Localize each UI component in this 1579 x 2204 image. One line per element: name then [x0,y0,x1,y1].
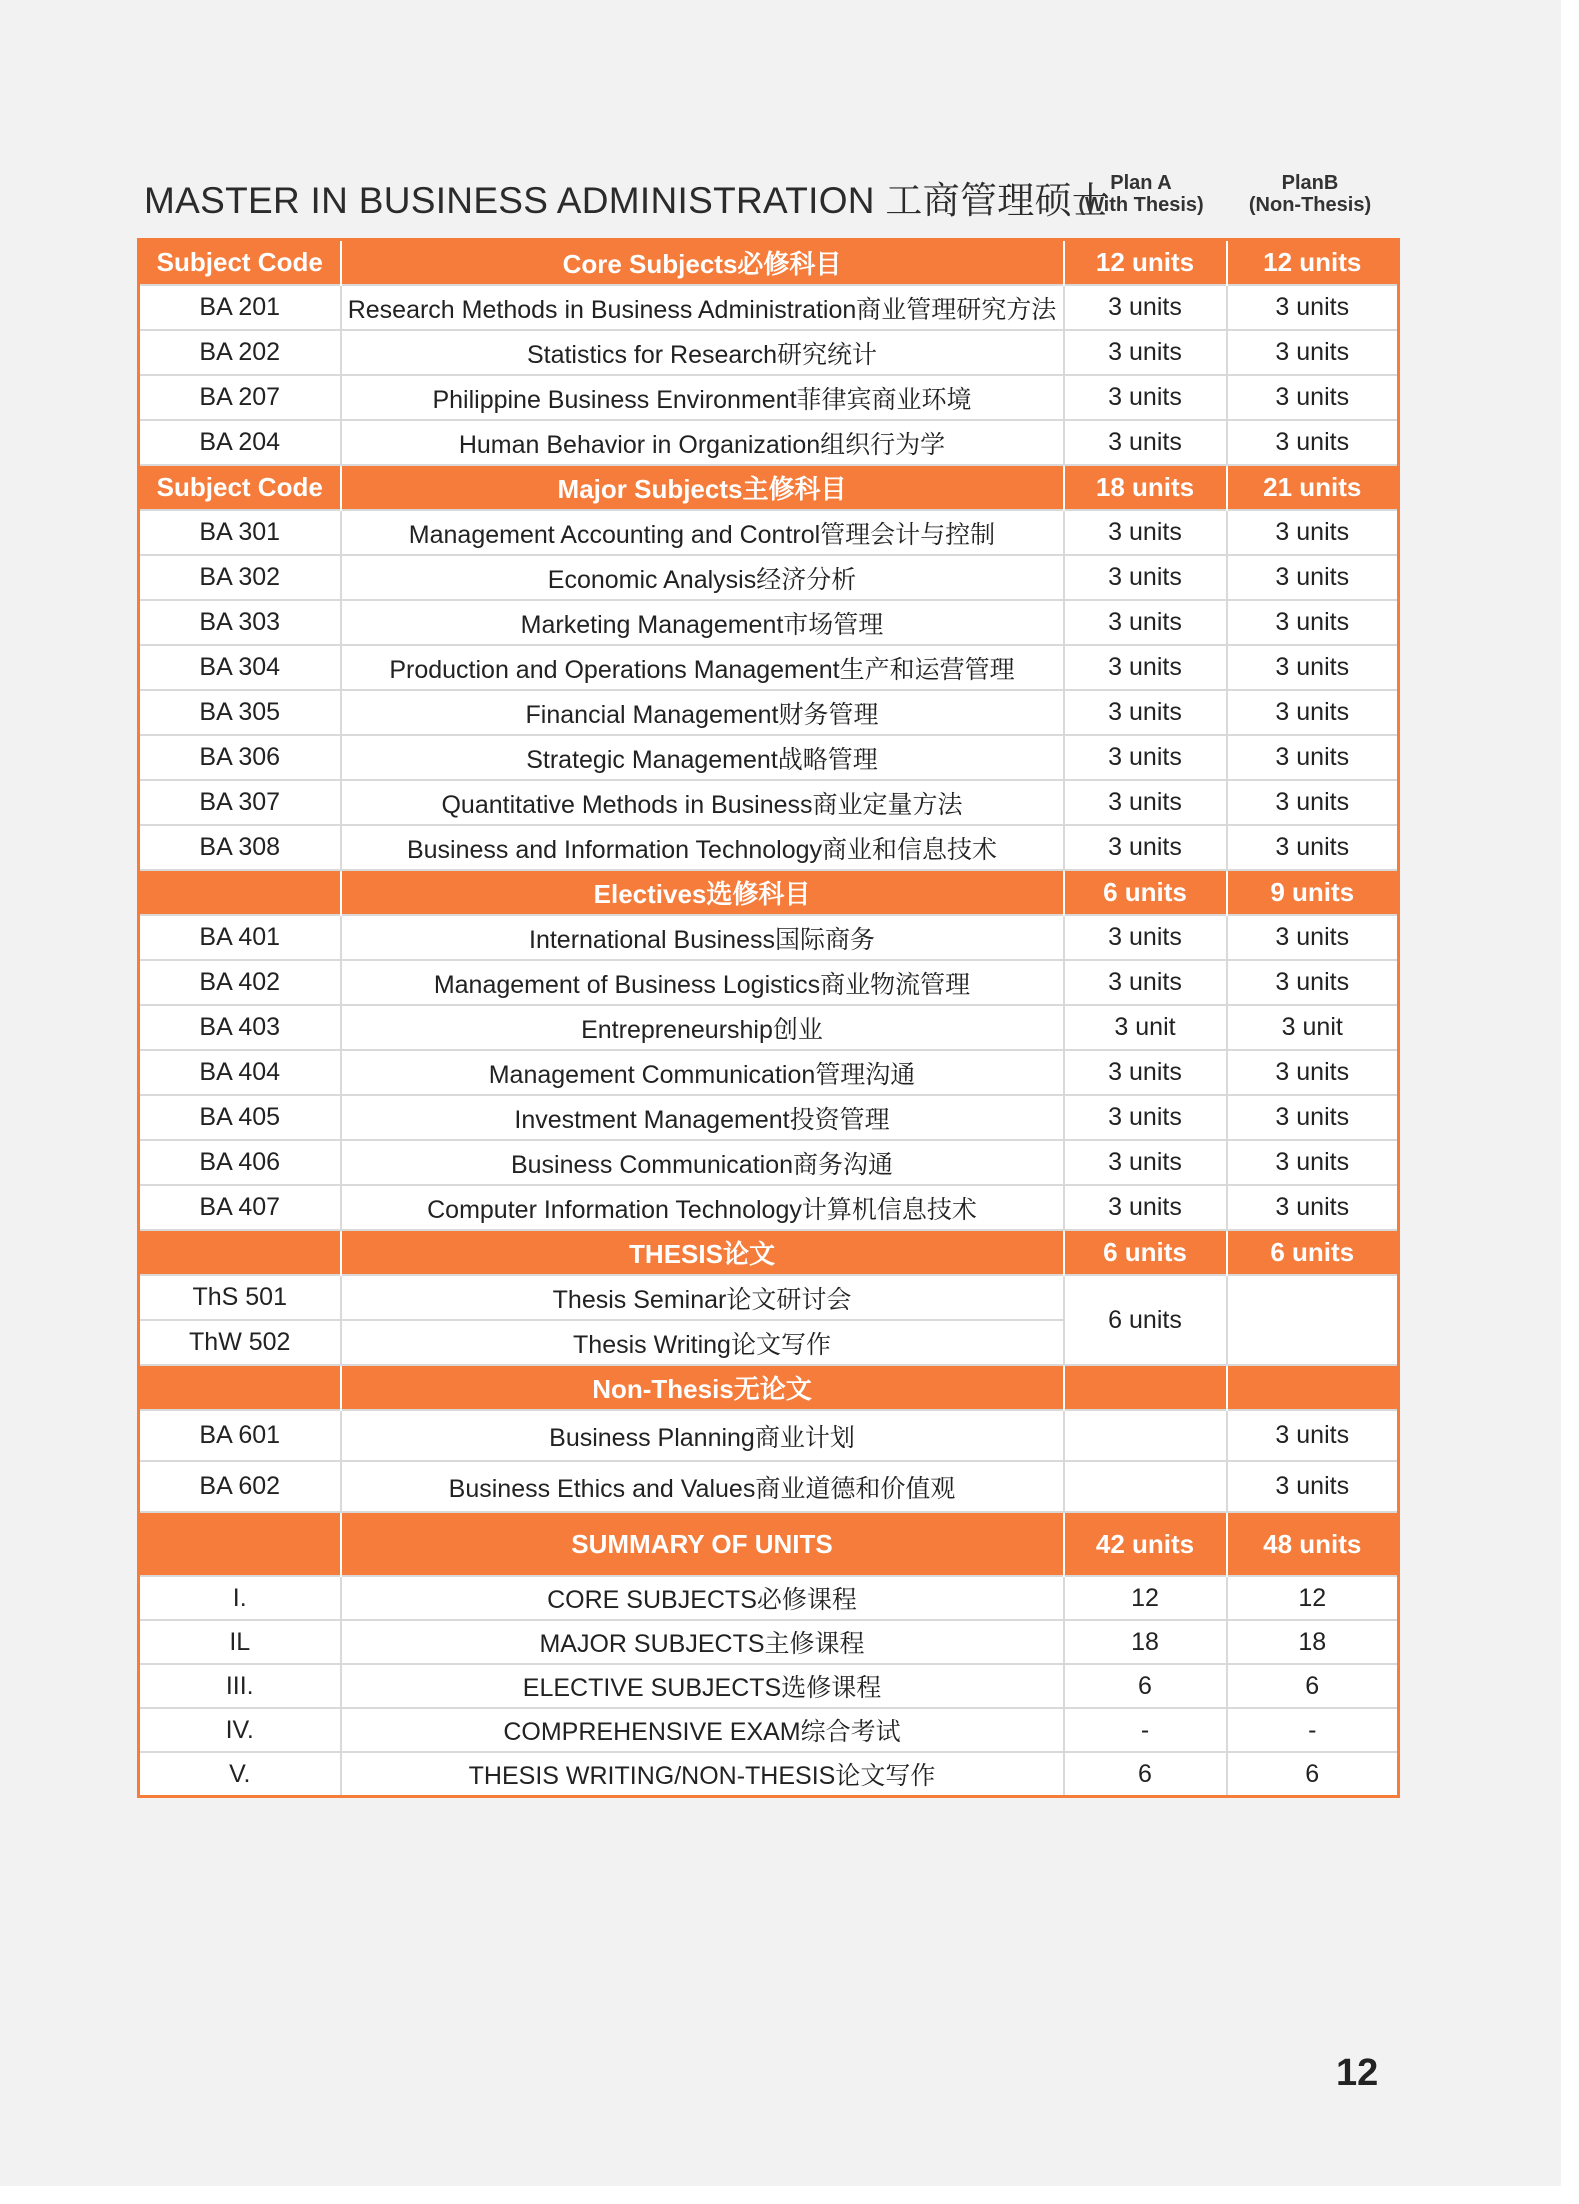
subject-code: BA 307 [139,780,341,825]
plan-a-units: 3 unit [1064,1005,1227,1050]
table-row [139,1140,1399,1185]
subject-title: Research Methods in Business Administration商业管理研究方法 [341,285,1064,330]
summary-index: V. [139,1752,341,1797]
subject-code: BA 207 [139,375,341,420]
plan-a-total: 6 [1064,1752,1227,1797]
plan-b-units: 3 unit [1227,1005,1399,1050]
plan-b-units: 3 units [1227,690,1399,735]
plan-a-header [1056,172,1226,216]
plan-a-units: 3 units [1064,375,1227,420]
table-row [139,600,1399,645]
table-row [139,735,1399,780]
plan-b-units: 3 units [1227,510,1399,555]
summary-row [139,1708,1399,1752]
plan-b-units [1227,1275,1399,1365]
subject-title: Statistics for Research研究统计 [341,330,1064,375]
table-row [139,780,1399,825]
subject-code: BA 301 [139,510,341,555]
electives-section-header [139,870,1399,915]
subject-code: BA 401 [139,915,341,960]
summary-row [139,1620,1399,1664]
table-row [139,1185,1399,1230]
plan-b-units: 3 units [1227,1185,1399,1230]
plan-b-total: 18 [1227,1620,1399,1664]
header-plan-a-units: 6 units [1064,870,1227,915]
table-row [139,330,1399,375]
plan-b-total: 12 [1227,1576,1399,1620]
plan-b-units: 3 units [1227,735,1399,780]
plan-b-header [1225,172,1395,216]
header-subject: Core Subjects必修科目 [341,240,1064,286]
subject-title: Philippine Business Environment菲律宾商业环境 [341,375,1064,420]
curriculum-table [137,238,1400,1798]
plan-a-sublabel: (With Thesis) [1078,194,1204,216]
subject-title: Management of Business Logistics商业物流管理 [341,960,1064,1005]
subject-title: Business Planning商业计划 [341,1410,1064,1461]
plan-a-units: 3 units [1064,1185,1227,1230]
header-subject: THESIS论文 [341,1230,1064,1275]
subject-title: Management Communication管理沟通 [341,1050,1064,1095]
plan-a-units: 3 units [1064,780,1227,825]
plan-b-units: 3 units [1227,375,1399,420]
plan-a-units: 3 units [1064,510,1227,555]
subject-title: Quantitative Methods in Business商业定量方法 [341,780,1064,825]
header-code: Subject Code [139,240,341,286]
subject-code: BA 201 [139,285,341,330]
subject-title: International Business国际商务 [341,915,1064,960]
plan-b-label: PlanB [1281,172,1339,194]
plan-b-units: 3 units [1227,1050,1399,1095]
subject-code: BA 204 [139,420,341,465]
subject-code: BA 404 [139,1050,341,1095]
plan-b-units: 3 units [1227,600,1399,645]
plan-a-total: 6 [1064,1664,1227,1708]
plan-a-units: 3 units [1064,735,1227,780]
table-row [139,915,1399,960]
summary-index: I. [139,1576,341,1620]
plan-a-total: 18 [1064,1620,1227,1664]
subject-title: Financial Management财务管理 [341,690,1064,735]
plan-b-units: 3 units [1227,915,1399,960]
plan-b-units: 3 units [1227,1140,1399,1185]
plan-a-units: 3 units [1064,1140,1227,1185]
plan-b-units: 3 units [1227,645,1399,690]
table-row [139,690,1399,735]
subject-code: BA 403 [139,1005,341,1050]
subject-title: Computer Information Technology计算机信息技术 [341,1185,1064,1230]
subject-title: Economic Analysis经济分析 [341,555,1064,600]
subject-code: BA 405 [139,1095,341,1140]
non-thesis-section-header [139,1365,1399,1410]
subject-title: Human Behavior in Organization组织行为学 [341,420,1064,465]
subject-code: BA 407 [139,1185,341,1230]
table-row [139,420,1399,465]
subject-code: BA 303 [139,600,341,645]
table-row [139,1050,1399,1095]
subject-title: Strategic Management战略管理 [341,735,1064,780]
header-subject: Electives选修科目 [341,870,1064,915]
plan-b-units: 3 units [1227,1410,1399,1461]
summary-label: ELECTIVE SUBJECTS选修课程 [341,1664,1064,1708]
plan-b-units: 3 units [1227,825,1399,870]
subject-title: Investment Management投资管理 [341,1095,1064,1140]
plan-a-units: 3 units [1064,1095,1227,1140]
plan-a-units [1064,1461,1227,1512]
header-plan-b-units [1227,1365,1399,1410]
plan-a-total: 12 [1064,1576,1227,1620]
subject-code: BA 305 [139,690,341,735]
header-plan-b-units: 48 units [1227,1512,1399,1576]
plan-a-units: 3 units [1064,330,1227,375]
plan-a-units [1064,1410,1227,1461]
table-row [139,1275,1399,1320]
plan-a-units: 3 units [1064,690,1227,735]
plan-b-total: 6 [1227,1664,1399,1708]
subject-code: BA 306 [139,735,341,780]
plan-a-units: 3 units [1064,960,1227,1005]
summary-index: IV. [139,1708,341,1752]
table-row [139,375,1399,420]
header-code [139,1365,341,1410]
table-row [139,1005,1399,1050]
plan-a-units: 3 units [1064,285,1227,330]
subject-title: Business Ethics and Values商业道德和价值观 [341,1461,1064,1512]
table-row [139,645,1399,690]
plan-b-units: 3 units [1227,285,1399,330]
plan-a-units: 3 units [1064,645,1227,690]
subject-title: Marketing Management市场管理 [341,600,1064,645]
subject-code: BA 602 [139,1461,341,1512]
header-code: Subject Code [139,465,341,510]
summary-section-header [139,1512,1399,1576]
summary-label: CORE SUBJECTS必修课程 [341,1576,1064,1620]
subject-code: ThS 501 [139,1275,341,1320]
plan-a-units: 3 units [1064,420,1227,465]
header-subject: Non-Thesis无论文 [341,1365,1064,1410]
plan-b-total: 6 [1227,1752,1399,1797]
page-title: MASTER IN BUSINESS ADMINISTRATION 工商管理硕士 [144,180,1110,221]
plan-a-label: Plan A [1110,172,1172,194]
header-plan-b-units: 21 units [1227,465,1399,510]
header-plan-a-units [1064,1365,1227,1410]
subject-title: Thesis Seminar论文研讨会 [341,1275,1064,1320]
summary-label: COMPREHENSIVE EXAM综合考试 [341,1708,1064,1752]
plan-a-units: 6 units [1064,1275,1227,1365]
core-section-header [139,240,1399,286]
summary-row [139,1752,1399,1797]
plan-a-total: - [1064,1708,1227,1752]
summary-index: IL [139,1620,341,1664]
header-plan-a-units: 18 units [1064,465,1227,510]
subject-code: BA 304 [139,645,341,690]
summary-label: THESIS WRITING/NON-THESIS论文写作 [341,1752,1064,1797]
header-code [139,870,341,915]
subject-title: Entrepreneurship创业 [341,1005,1064,1050]
plan-b-units: 3 units [1227,1095,1399,1140]
subject-code: BA 308 [139,825,341,870]
header-plan-a-units: 42 units [1064,1512,1227,1576]
subject-title: Business and Information Technology商业和信息技术 [341,825,1064,870]
page-number: 12 [1336,2052,1379,2094]
subject-title: Production and Operations Management生产和运营管理 [341,645,1064,690]
plan-b-units: 3 units [1227,1461,1399,1512]
header-code [139,1512,341,1576]
header-plan-b-units: 9 units [1227,870,1399,915]
plan-b-units: 3 units [1227,555,1399,600]
subject-code: BA 302 [139,555,341,600]
subject-title: Management Accounting and Control管理会计与控制 [341,510,1064,555]
summary-row [139,1576,1399,1620]
header-subject: SUMMARY OF UNITS [341,1512,1064,1576]
header-plan-b-units: 6 units [1227,1230,1399,1275]
summary-row [139,1664,1399,1708]
subject-code: ThW 502 [139,1320,341,1365]
header-plan-a-units: 6 units [1064,1230,1227,1275]
subject-code: BA 402 [139,960,341,1005]
table-row [139,825,1399,870]
summary-label: MAJOR SUBJECTS主修课程 [341,1620,1064,1664]
table-row [139,1410,1399,1461]
subject-code: BA 202 [139,330,341,375]
table-row [139,285,1399,330]
subject-title: Business Communication商务沟通 [341,1140,1064,1185]
major-section-header [139,465,1399,510]
plan-b-total: - [1227,1708,1399,1752]
plan-b-units: 3 units [1227,330,1399,375]
plan-a-units: 3 units [1064,915,1227,960]
header-subject: Major Subjects主修科目 [341,465,1064,510]
plan-b-sublabel: (Non-Thesis) [1248,194,1372,216]
plan-b-units: 3 units [1227,960,1399,1005]
subject-code: BA 406 [139,1140,341,1185]
table-row [139,1461,1399,1512]
subject-title: Thesis Writing论文写作 [341,1320,1064,1365]
plan-a-units: 3 units [1064,1050,1227,1095]
table-row [139,1095,1399,1140]
header-code [139,1230,341,1275]
subject-code: BA 601 [139,1410,341,1461]
thesis-section-header [139,1230,1399,1275]
table-row [139,960,1399,1005]
plan-b-units: 3 units [1227,780,1399,825]
table-row [139,555,1399,600]
summary-index: III. [139,1664,341,1708]
table-row [139,510,1399,555]
plan-a-units: 3 units [1064,600,1227,645]
plan-a-units: 3 units [1064,825,1227,870]
plan-a-units: 3 units [1064,555,1227,600]
plan-b-units: 3 units [1227,420,1399,465]
header-plan-a-units: 12 units [1064,240,1227,286]
header-plan-b-units: 12 units [1227,240,1399,286]
